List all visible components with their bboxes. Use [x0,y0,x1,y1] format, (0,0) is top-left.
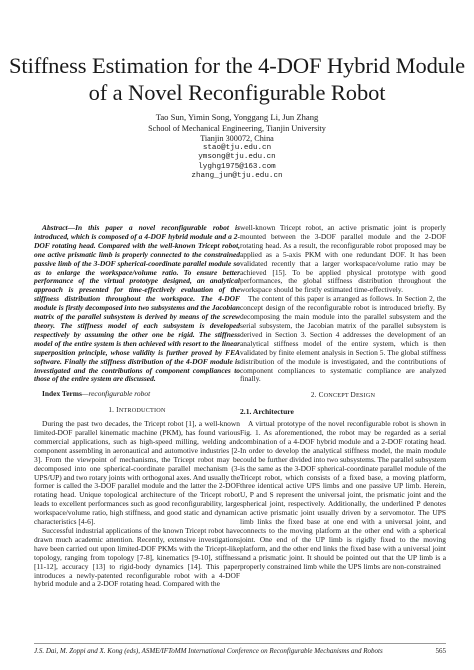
right-column [240,224,446,572]
section-heading-introduction [34,406,240,416]
email[interactable]: zhang_jun@tju.edu.cn [191,172,283,181]
page-number: 565 [435,647,446,655]
section-initial: I [116,406,119,415]
title-line-2: of a Novel Reconfigurable Robot [88,80,386,105]
section-initial: C [318,391,324,400]
city: Tianjin 300072, China [200,134,274,143]
architecture-paragraph: A virtual prototype of the novel reconfigurable robot is shown in Fig. 1. As aforementioned, the robot may be regarded as a serial combination of a 4-DOF hybrid module and a 2-DOF rotating head. In order to develop the analytical stiffness model, the main module could be further divided into two subsystems. The parallel subsystem is the same as the 3-DOF spherical-coordinate parallel module of the Tricept robot, which consists of a fixed base, a moving platform, three identical active UPS limbs and one passive UP limb. Herein, U, P and S represent the universal joint, the prismatic joint and the spherical joint, respectively. Additionally, the underlined P denotes an active prismatic joint usually driven by a servomotor. The UPS limb links the fixed base at one end with a universal joint, and connects to the moving platform at the other end with a spherical joint. One end of the UP limb is rigidly fixed to the moving platform, and the other end links the fixed base with a universal joint and a prismatic joint. It should be pointed out that the UP limb is a properly constrained limb while the UPS limbs are non-constrained [240,419,447,571]
paper-title [0,52,474,106]
section-title-rest: NTRODUCTION [118,407,166,415]
section-title-rest: ONCEPT [323,392,351,400]
author-list: Tao Sun, Yimin Song, Yonggang Li, Jun Zhang [155,112,319,122]
section-number: 2. [310,391,317,400]
intro-paragraph-3: well-known Tricept robot, an active prismatic joint is properly mounted between the 3-DOF parallel module and the 2-DOF rotating head. As a result, the reconfigurable robot proposed may be applied as a 5-axis PKM with one redundant DOF. It has been validated recently that a larger workspace/volume ratio may be achieved [15]. To be applied physical prototype with good performances, the global stiffness distribution throughout the workspace should be firstly estimated time-effectively. [240,223,446,295]
email[interactable]: ymsong@tju.edu.cn [198,153,276,162]
title-line-1: Stiffness Estimation for the 4-DOF Hybrid Module [9,53,465,78]
email[interactable]: stao@tju.edu.cn [202,144,272,152]
left-column [34,224,240,589]
section-heading-concept-design [240,391,446,401]
intro-paragraph-1: During the past two decades, the Tricept robot [1], a well-known limited-DOF parallel kinematic machine (PKM), has found various commercial applications, such as high-speed milling, welding and component assembling in aeronautical and automotive industries [2-3]. From the viewpoint of mechanisms, the Tricept robot may be decomposed into one spherical-coordinate parallel mechanism (3-UPS/UP) and two rotary joints with orthogonal axes. And usually the former is called the 3-DOF parallel module and the latter the 2-DOF rotating head. Unique topological architecture of the Tricept robot leads to excellent performances such as good reconfigurability, large workspace/volume ratio, high stiffness, and good static and dynamic characteristics [4-6]. [34,419,240,527]
section-number: 1. [108,406,115,415]
index-terms-label: Index Terms [42,389,82,399]
intro-paragraph-4: The content of this paper is arranged as follows. In Section 2, the concept design of the reconfigurable robot is introduced briefly. By decomposing the main module into the parallel subsystem and the serial subsystem, the Jacobian matrix of the parallel subsystem is derived in Section 3. Section 4 addresses the development of an analytical stiffness model of the entire system, which is then validated by finite element analysis in Section 5. The global stiffness distribution of the module is investigated, and the contributions of component compliances to systematic compliance are analyzed finally. [240,294,446,384]
abstract-label: Abstract [42,223,68,232]
intro-paragraph-2: Successful industrial applications of the known Tricept robot have drawn much academic attention. Recently, extensive investigations have been carried out upon limited-DOF PKMs with the Tricept-like topology, ranging from topology [7-8], kinematics [9-10], stiffness [11-12], accuracy [13] to rigid-body dynamics [14]. This paper introduces a newly-patented reconfigurable robot with a 4-DOF hybrid module and a 2-DOF rotating head. Compared with the [34,526,240,589]
page-footer [34,643,446,656]
index-terms-value: —reconfigurable robot [81,389,151,399]
affiliation: School of Mechanical Engineering, Tianjin University [148,124,326,133]
email[interactable]: lyghg1975@163.com [198,162,276,171]
section-title-rest-2: ESIGN [355,392,376,400]
footer-citation: J.S. Dai, M. Zoppi and X. Kong (eds), ASME/IFToMM International Conference on Reconfigurable Mechanisms and Robots [34,647,383,655]
affiliation-block [0,124,474,182]
index-terms [34,390,240,399]
abstract-text: —In this paper a novel reconfigurable robot is introduced, which is composed of a 4-DOF hybrid module and a 2-DOF rotating head. Compared with the well-known Tricept robot, one active prismatic limb is properly connected to the constrained passive limb of the 3-DOF spherical-coordinate parallel module so as to enlarge the workspace/volume ratio. To ensure better performance of the virtual prototype designed, an analytical approach is presented for time-effectively evaluation of the stiffness distribution throughout the workspace. The 4-DOF module is firstly decomposed into two subsystems and the Jacobian matrix of the parallel subsystem is derived by means of the screw theory. The stiffness model of each subsystem is developed respectively by assuming the other one be rigid. The stiffness model of the entire system is then achieved with resort to the linear superposition principle, whose validity is further proved by FEA software. Finally the stiffness distribution of the 4-DOF module is investigated and the contributions of component compliances to those of the entire system are discussed. [34,223,240,384]
abstract [34,224,240,384]
subsection-heading-architecture: 2.1. Architecture [240,407,294,417]
section-initial-2: D [350,391,356,400]
